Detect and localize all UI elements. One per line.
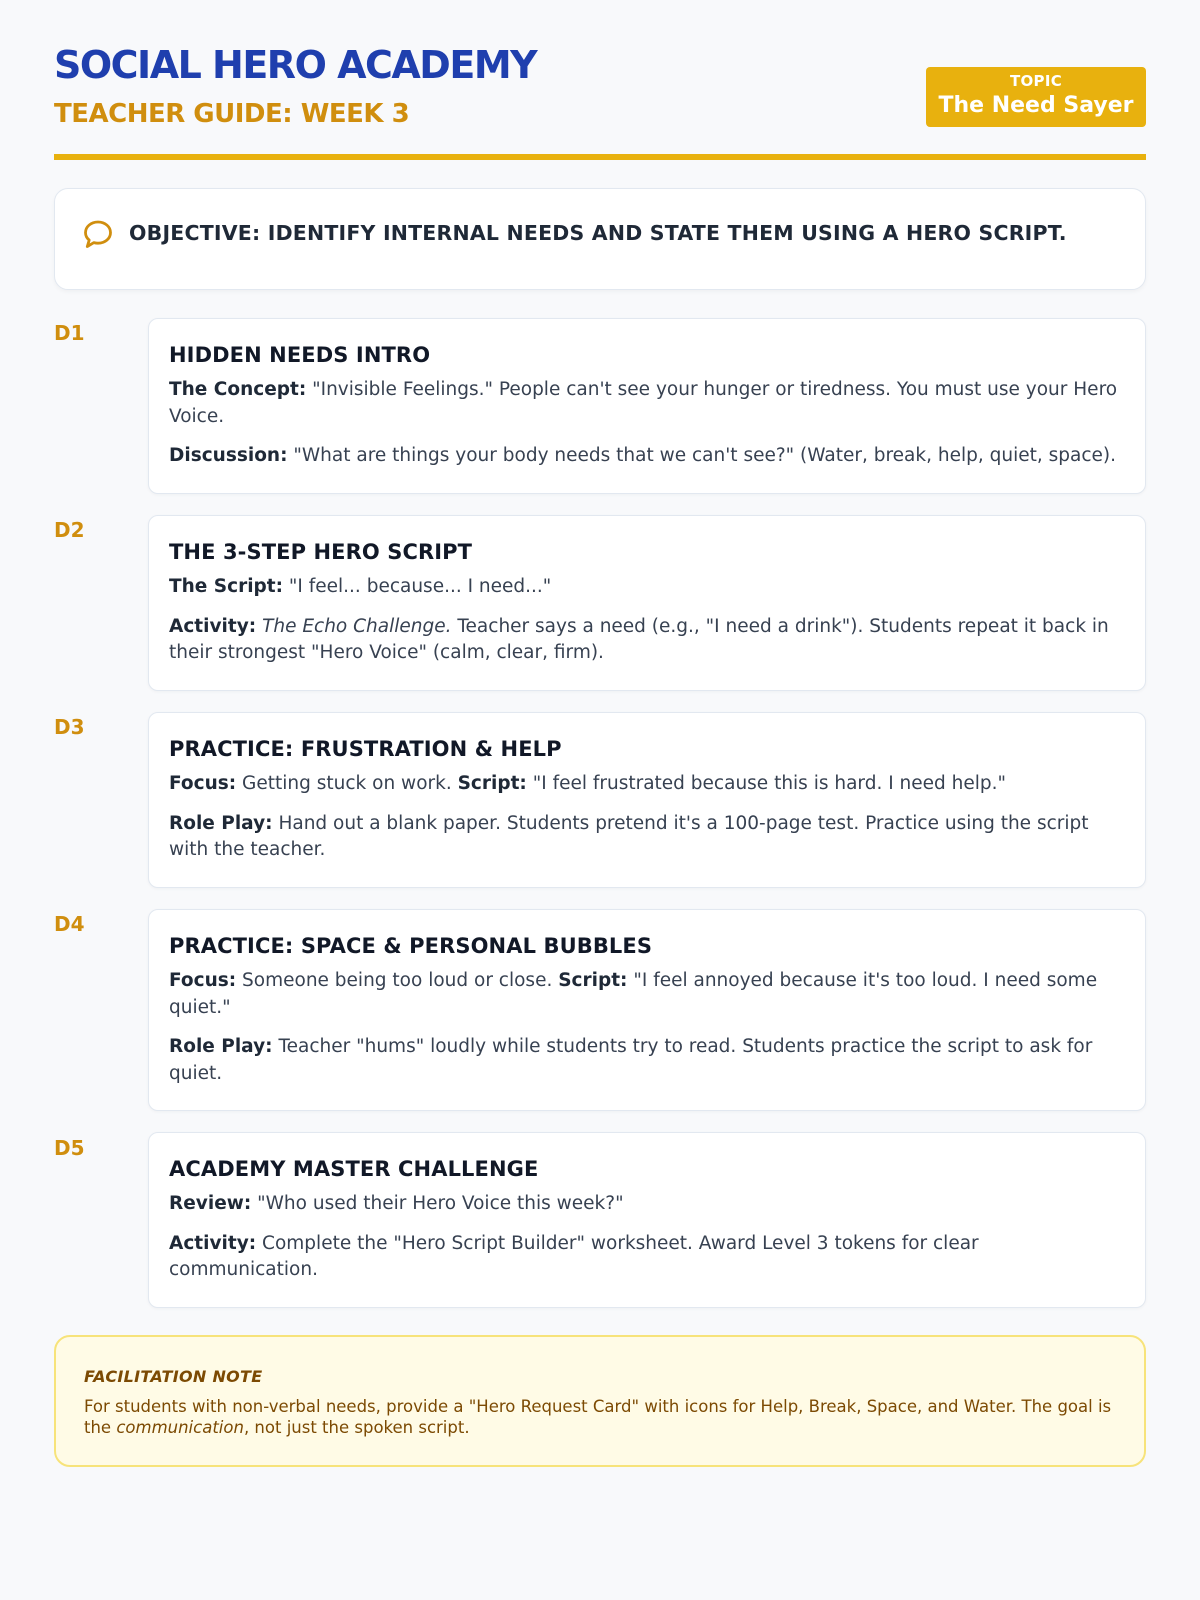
day-line bbox=[169, 811, 1125, 864]
line-label: Role Play: bbox=[169, 1036, 273, 1057]
day-title: THE 3-STEP HERO SCRIPT bbox=[169, 540, 473, 564]
day-title: PRACTICE: SPACE & PERSONAL BUBBLES bbox=[169, 934, 653, 958]
day-card-d1 bbox=[148, 318, 1146, 494]
line-label: Role Play: bbox=[169, 812, 273, 834]
objective-text: OBJECTIVE: IDENTIFY INTERNAL NEEDS AND STATE THEM USING A HERO SCRIPT. bbox=[129, 221, 1067, 245]
day-label-d5: D5 bbox=[54, 1136, 85, 1160]
line-text: Getting stuck on work. bbox=[236, 773, 458, 794]
day-label-d2: D2 bbox=[54, 518, 85, 542]
line-label: Script: bbox=[457, 773, 527, 794]
day-line bbox=[169, 968, 1125, 1021]
line-label: The Concept: bbox=[169, 379, 307, 400]
day-line bbox=[169, 771, 1125, 798]
day-label-d3: D3 bbox=[54, 715, 85, 739]
topic-badge bbox=[926, 67, 1146, 127]
day-title: ACADEMY MASTER CHALLENGE bbox=[169, 1157, 539, 1181]
topic-label: TOPIC bbox=[1009, 72, 1063, 90]
note-text bbox=[84, 1396, 1116, 1438]
note-title: FACILITATION NOTE bbox=[84, 1367, 263, 1386]
facilitation-note bbox=[54, 1335, 1146, 1467]
day-title: HIDDEN NEEDS INTRO bbox=[169, 343, 431, 367]
day-card-d5 bbox=[148, 1132, 1146, 1308]
line-label: Review: bbox=[169, 1193, 252, 1214]
line-label: Focus: bbox=[169, 773, 237, 794]
page-header bbox=[54, 0, 1146, 160]
day-card-d2 bbox=[148, 515, 1146, 691]
line-label: Activity: bbox=[169, 615, 257, 637]
line-text: "Who used their Hero Voice this week?" bbox=[251, 1193, 624, 1214]
line-label: Focus: bbox=[169, 970, 237, 991]
note-text-after: , not just the spoken script. bbox=[243, 1418, 470, 1437]
day-line bbox=[169, 377, 1125, 430]
day-card-d4 bbox=[148, 909, 1146, 1111]
line-text: "I feel annoyed because it's too loud. I need some quiet." bbox=[169, 970, 1098, 1018]
note-text-before: For students with non-verbal needs, provide a "Hero Request Card" with icons for Help, Break, Space, and Water. The goal is the bbox=[84, 1397, 1112, 1437]
topic-value: The Need Sayer bbox=[938, 93, 1134, 118]
note-text-italic: communication bbox=[116, 1418, 244, 1437]
day-line bbox=[169, 1231, 1125, 1284]
line-label: The Script: bbox=[169, 576, 284, 597]
line-label: Discussion: bbox=[169, 445, 288, 466]
day-card-d3 bbox=[148, 712, 1146, 888]
day-line bbox=[169, 1034, 1125, 1087]
line-text: "What are things your body needs that we can't see?" (Water, break, help, quiet, space). bbox=[287, 445, 1116, 466]
line-text: "Invisible Feelings." People can't see your hunger or tiredness. You must use your Hero Voice. bbox=[169, 379, 1118, 427]
day-title: PRACTICE: FRUSTRATION & HELP bbox=[169, 737, 562, 761]
day-line bbox=[169, 574, 1125, 601]
speech-bubble-icon bbox=[81, 217, 115, 251]
line-text: Teacher says a need (e.g., "I need a drink"). Students repeat it back in their strongest "Hero Voice" (calm, clear, firm). bbox=[169, 615, 1109, 663]
line-text: Someone being too loud or close. bbox=[236, 970, 559, 991]
line-label: Script: bbox=[558, 970, 628, 991]
line-text: Complete the "Hero Script Builder" worksheet. Award Level 3 tokens for clear communication. bbox=[169, 1232, 979, 1280]
line-text: Teacher "hums" loudly while students try to read. Students practice the script to ask for quiet. bbox=[169, 1036, 1093, 1084]
day-label-d1: D1 bbox=[54, 321, 85, 345]
day-label-d4: D4 bbox=[54, 912, 85, 936]
line-label: Activity: bbox=[169, 1232, 257, 1254]
day-line bbox=[169, 443, 1125, 470]
brand-title: SOCIAL HERO ACADEMY bbox=[54, 43, 537, 87]
line-text: Hand out a blank paper. Students pretend it's a 100-page test. Practice using the script with the teacher. bbox=[169, 812, 1089, 860]
line-text: "I feel frustrated because this is hard. I need help." bbox=[526, 773, 1007, 794]
day-line bbox=[169, 1191, 1125, 1218]
page-subtitle: TEACHER GUIDE: WEEK 3 bbox=[54, 99, 410, 129]
line-text: "I feel... because... I need..." bbox=[283, 576, 552, 597]
objective-box bbox=[54, 188, 1146, 290]
activity-name: The Echo Challenge. bbox=[262, 615, 452, 637]
day-line bbox=[169, 614, 1125, 667]
